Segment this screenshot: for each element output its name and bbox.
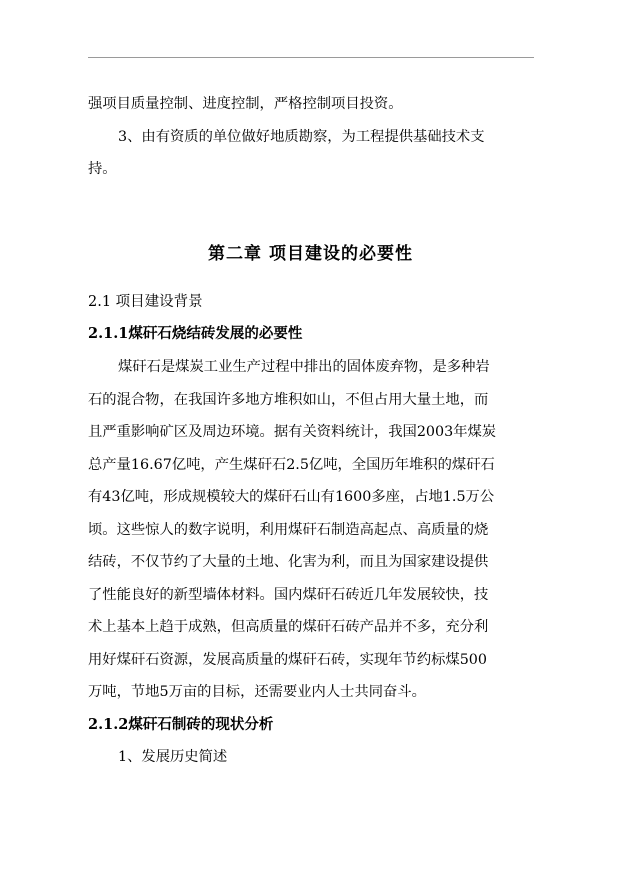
body-line: 有43亿吨，形成规模较大的煤矸石山有1600多座，占地1.5万公 (88, 489, 495, 505)
list-item-3-line-2: 持。 (88, 161, 117, 177)
body-line: 石的混合物，在我国许多地方堆积如山，不但占用大量土地，而 (88, 392, 489, 408)
body-line: 结砖，不仅节约了大量的土地、化害为利，而且为国家建设提供 (88, 554, 489, 570)
chapter-title: 第二章 项目建设的必要性 (208, 244, 413, 264)
section-heading-2-1-1: 2.1.1煤矸石烧结砖发展的必要性 (88, 325, 303, 342)
body-line: 万吨，节地5万亩的目标，还需要业内人士共同奋斗。 (88, 684, 426, 700)
body-line: 顷。这些惊人的数字说明，利用煤矸石制造高起点、高质量的烧 (88, 522, 489, 538)
header-rule (88, 57, 534, 58)
list-item-3-line-1: 3、由有资质的单位做好地质勘察，为工程提供基础技术支 (118, 129, 485, 145)
body-line: 术上基本上趋于成熟，但高质量的煤矸石砖产品并不多，充分利 (88, 619, 489, 635)
paragraph-continuation: 强项目质量控制、进度控制，严格控制项目投资。 (88, 96, 403, 112)
body-line: 了性能良好的新型墙体材料。国内煤矸石砖近几年发展较快，技 (88, 587, 489, 603)
body-line: 总产量16.67亿吨，产生煤矸石2.5亿吨，全国历年堆积的煤矸石 (88, 457, 495, 473)
body-line: 用好煤矸石资源，发展高质量的煤矸石砖，实现年节约标煤500 (88, 652, 488, 668)
section-heading-2-1-2: 2.1.2煤矸石制砖的现状分析 (88, 716, 274, 733)
body-line: 且严重影响矿区及周边环境。据有关资料统计，我国2003年煤炭 (88, 424, 497, 440)
body-line: 煤矸石是煤炭工业生产过程中排出的固体废弃物，是多种岩 (118, 359, 490, 375)
sub-item-1: 1、发展历史简述 (118, 749, 228, 765)
section-heading-2-1: 2.1 项目建设背景 (88, 294, 203, 310)
